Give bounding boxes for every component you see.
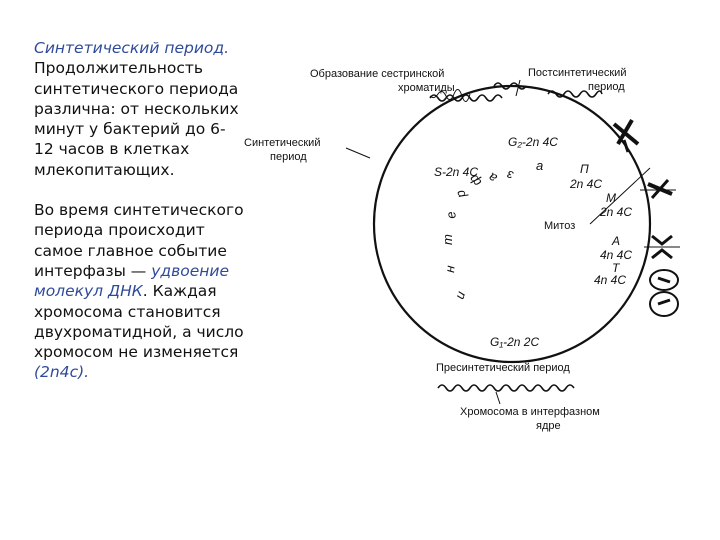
label-s: S-2n 4C — [434, 165, 479, 179]
interphase-letter-4: е — [442, 210, 459, 221]
label-anaphase-ploidy: 4n 4C — [600, 248, 633, 262]
chromatin-squiggle-top-1 — [430, 95, 502, 101]
label-telophase: T — [612, 261, 620, 275]
label-prophase: П — [580, 162, 589, 176]
label-interphase-chromosome-2: ядре — [536, 420, 561, 432]
label-mitosis: Митоз — [544, 220, 576, 232]
label-sister-chromatid-2: хроматиды — [398, 82, 455, 94]
label-interphase-chromosome-1: Хромосома в интерфазном — [460, 406, 600, 418]
paragraph-duration: Продолжительность синтетического периода различна: от нескольких минут у бактерий до 6-12 часов в клетках млекопитающих. — [34, 59, 239, 179]
label-postsynthetic-1: Постсинтетический — [528, 67, 627, 79]
label-anaphase: A — [612, 234, 621, 248]
label-metaphase: M — [606, 191, 616, 205]
label-synthetic-1: Синтетический — [244, 137, 321, 149]
interphase-letter-8: з — [505, 167, 515, 184]
cycle-circle — [374, 86, 650, 362]
arrow-synthetic — [346, 148, 370, 158]
label-metaphase-ploidy: 2n 4C — [600, 205, 633, 219]
interphase-letter-9: а — [536, 158, 544, 173]
label-postsynthetic-2: период — [588, 81, 625, 93]
formula: (2n4c). — [34, 363, 90, 382]
interphase-letter-7: а — [485, 169, 500, 187]
label-telophase-ploidy: 4n 4C — [594, 273, 627, 287]
paragraph-events-b: . Каждая хромосома становится двухроматидной, а число хромосом не изменяется — [34, 282, 244, 362]
chromosome-telophase-icon — [650, 270, 678, 316]
interphase-letter-3: т — [440, 234, 455, 245]
arrow-interphase — [496, 392, 500, 404]
label-sister-chromatid-1: Образование сестринской — [310, 68, 445, 80]
chromatin-squiggle-bottom — [438, 385, 574, 391]
label-g1: G₁-2n 2C — [490, 335, 540, 349]
label-g2: G₂-2n 4C — [508, 135, 558, 149]
interphase-letter-5: р — [452, 188, 469, 201]
heading: Синтетический период. — [34, 39, 230, 57]
label-synthetic-2: период — [270, 151, 307, 163]
paragraph-events-a: Во время синтетического периода происходит самое главное событие интерфазы — — [34, 201, 244, 280]
label-prophase-ploidy: 2n 4C — [570, 177, 603, 191]
interphase-letter-2: н — [442, 264, 458, 274]
dna-doubling-emphasis: удвоение молекул ДНК — [34, 261, 229, 301]
interphase-letter-6: ф — [465, 171, 485, 190]
label-presynthetic: Пресинтетический период — [436, 362, 570, 374]
interphase-letter-1: и — [451, 289, 469, 302]
